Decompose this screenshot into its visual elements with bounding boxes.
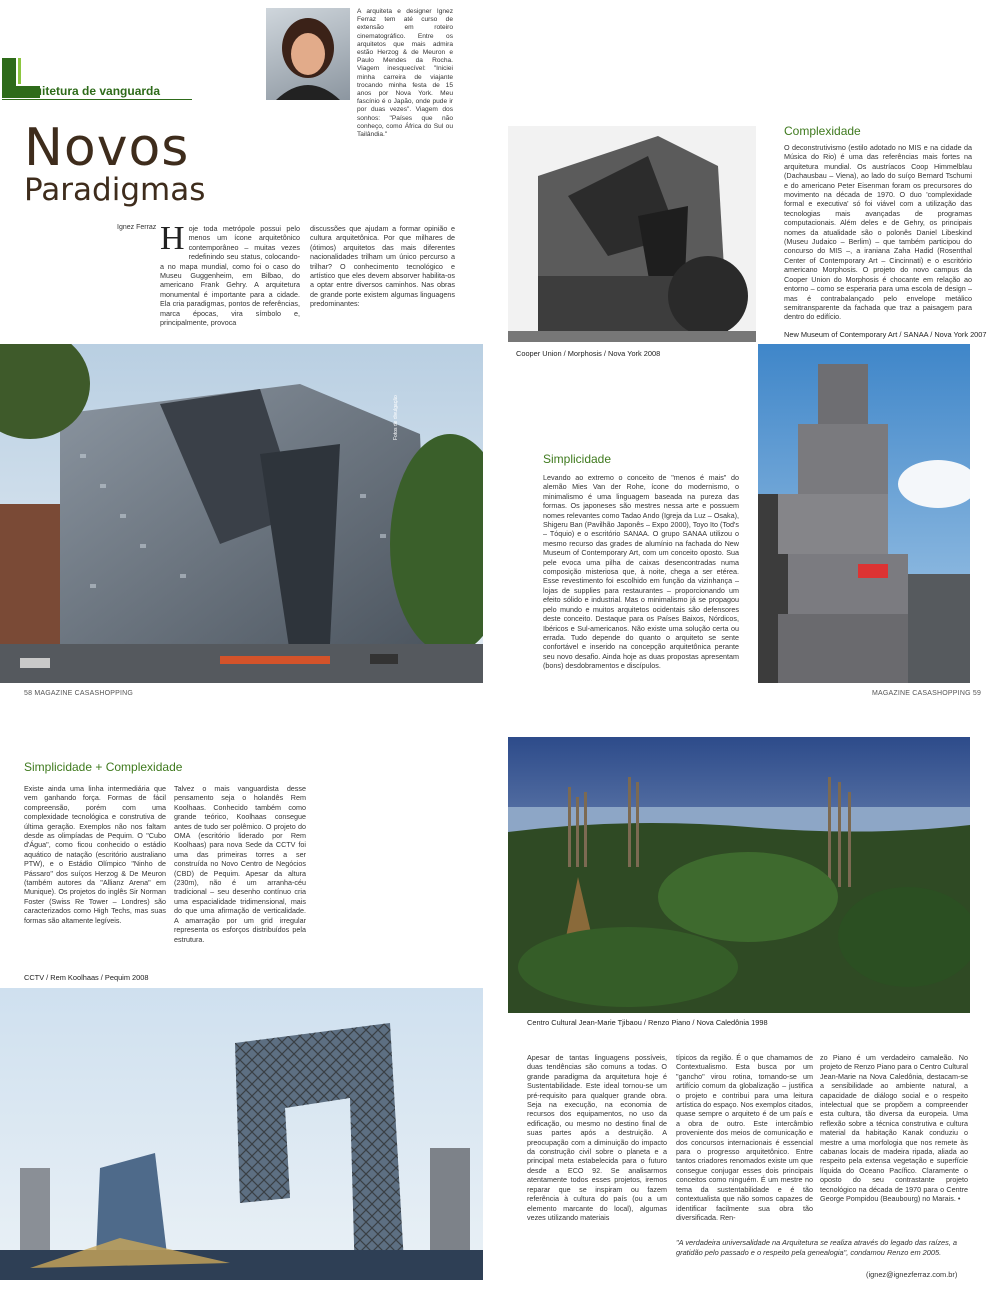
quote: "A verdadeira universalidade na Arquitetura se realiza através do legado das raízes, a gratidão pelo passado e o respeito pela genealogia", condamou Renzo em 2005. bbox=[676, 1238, 958, 1257]
complexidade-text: O deconstrutivismo (estilo adotado no MIS e na cidade da Música do Rio) é uma das referências mais fortes na arquitetura mundial. Os austríacos Coop Himmelblau (Dachausbau – Viena), ao lado do suíço Bernard Tschumi e do americano Peter Eisenman foram os precursores do movimento na década de 1970. O duo 'complexidade formal e executiva' só foi viável com a utilização das tecnologias mais avançadas de programas computacionais. Além deles e de Gehry, os principais nomes da atualidade são o polonês Daniel Libeskind (Museu Judaico – Berlim) – que também participou do concurso do MIS –, a iraniana Zaha Hadid (Rosenthal Center of Contemporary Art – Cincinnati) e o escritório americano Morphosis. O projeto do novo campus da Cooper Union do Morphosis é chocante em relação ao entorno – como se esperaria para uma escola de design – mas é contrabalançado pelo envelope metálico semitransparente da fachada que traz a paisagem para dentro do edifício. bbox=[784, 143, 972, 322]
author-bio: A arquiteta e designer Ignez Ferraz tem até curso de extensão em roteiro cinematográfico. Entre os arquitetos que mais admira estão Herzog & de Meuron e Paulo Mendes da Rocha. Viagem inesquecível: "Iniciei minha carreira de viajante trocando minha festa de 15 anos por Nova York. Meu fascínio é o Japão, onde pude ir por duas vezes". Viagem dos sonhos: "Países que não conheço, como África do Sul ou Tailândia." bbox=[357, 8, 453, 139]
caption-cooper: Cooper Union / Morphosis / Nova York 2008 bbox=[516, 349, 661, 358]
photo-credit: Fotos de divulgação bbox=[393, 395, 399, 440]
page-title-line1: Novos bbox=[24, 118, 190, 178]
cooper-union-photo bbox=[0, 344, 483, 683]
author-byline: Ignez Ferraz bbox=[117, 224, 157, 231]
complexidade-heading: Complexidade bbox=[784, 124, 861, 138]
cooper-union-bw-photo bbox=[508, 126, 756, 342]
author-portrait bbox=[266, 8, 350, 100]
intro-col1 bbox=[160, 220, 300, 328]
caption-cctv: CCTV / Rem Koolhaas / Pequim 2008 bbox=[24, 973, 149, 982]
caption-tjibaou: Centro Cultural Jean-Marie Tjibaou / Renzo Piano / Nova Caledônia 1998 bbox=[527, 1018, 768, 1027]
contexto-col3: zo Piano é um verdadeiro camaleão. No projeto de Renzo Piano para o Centro Cultural Jean-Marie na Nova Caledônia, destacam-se a sensibilidade ao ambiente natural, a capacidade de diálogo social e o respeito intelectual que se propõem a compreender esta cultura, tão diversa da europeia. Uma reflexão sobre a técnica construtiva e cultura material da habitação Kanak conduziu o mestre a uma morfologia que nos remete às cabanas locais de madeira ripada, aliada ao respeito pela extensa vegetação e superfície líquida do Oceano Pacífico. Claramente o oposto do seu contrastante projeto tecnológico na década de 1970 para o Centre George Pompidou (Beaubourg) no Marais. • bbox=[820, 1053, 968, 1204]
page-number-right: MAGAZINE CASASHOPPING 59 bbox=[872, 690, 982, 697]
cctv-photo bbox=[0, 988, 483, 1280]
simplicidade-heading: Simplicidade bbox=[543, 452, 612, 466]
intro-col2: discussões que ajudam a formar opinião e cultura arquitetônica. Por que milhares de (ótimos) arquitetos das mais diferentes nacionalidades trilham um único percurso a trilhar? O conhecimento tecnológico e artístico que eles devem absorver habilita-os a optar entre diversos caminhos. Nas obras de grande porte existem algumas linguagens predominantes: bbox=[310, 224, 455, 309]
author-email: (ignez@ignezferraz.com.br) bbox=[866, 1270, 958, 1279]
section-label: arquitetura de vanguarda bbox=[16, 84, 161, 98]
simpcomp-col1: Existe ainda uma linha intermediária que vem ganhando força. Formas de fácil compreensão, porém com uma complexidade tecnológica e construtiva de última geração. Exemplos não nos faltam desde as olimpíadas de Pequim. O "Cubo d'Água", como ficou conhecido o estádio aquático de natação (escritório australiano PTW), e o Estádio Olímpico "Ninho de Pássaro" dos suíços Herzog & De Meuron (também autores da "Allianz Arena" em Munique). Os projetos do inglês Sir Norman Foster (Swiss Re Tower – Londres) são caracterizados como High Techs, mas suas formas são altamente legíveis. bbox=[24, 784, 166, 925]
section-rule bbox=[2, 99, 192, 100]
page-title-line2: Paradigmas bbox=[24, 172, 206, 208]
caption-newmuseum: New Museum of Contemporary Art / SANAA / Nova York 2007 bbox=[784, 330, 987, 339]
dropcap: H bbox=[160, 220, 185, 257]
contexto-col1: Apesar de tantas linguagens possíveis, duas tendências são comuns a todas. O grande paradigma da arquitetura hoje é Sustentabilidade. Este ideal tornou-se um pré-requisito para qualquer grande obra. Seja na execução, na economia de recursos dos equipamentos, no uso da edificação, ou mesmo no destino final de suas partes após a destruição. A preocupação com a diminuição do impacto da construção civil sobre o planeta e a principal meta estabelecida para o futuro desde a ECO 92. Se analisarmos atentamente todos esses projetos, iremos reparar que se inspiram ou fazem referência à cultura do país (ou a um elemento marcante do local), algumas vezes utilizando materiais bbox=[527, 1053, 667, 1222]
contexto-col2: típicos da região. É o que chamamos de Contextualismo. Esta busca por um "gancho" virou rotina, tornando-se um artifício comum da globalização – justifica o projeto e contribui para uma leitura artística do espaço. Nos exemplos citados, quase sempre o arquiteto é de um país e a obra de outro. Este intercâmbio proveniente dos meios de comunicação e dos concursos internacionais é essencial para o progresso arquitetônico. Entre tantos criadores renomados existe um que consegue conjugar esses dois principais conceitos como ninguém. É um mestre no tema da sustentabilidade e é tão contextualista que não somos capazes de identificar facilmente sua obra tão diversificada. Ren- bbox=[676, 1053, 813, 1222]
simpcomp-col2: Talvez o mais vanguardista desse pensamento seja o holandês Rem Koolhaas. Conhecido também como grande teórico, Koolhaas consegue antes de tudo ser polêmico. O projeto do OMA (escritório liderado por Rem Koolhaas) para nova Sede da CCTV foi uma das primeiras torres a ser construída no Novo Centro de Negócios (CBD) de Pequim. Apesar da altura (230m), não é um arranha-céu tradicional – seu desenho contínuo cria uma espacialidade tridimensional, mais do que uma afirmação de verticalidade. A amarração por um grid irregular representa os esforços distribuídos pela estrutura. bbox=[174, 784, 306, 944]
page-number-left: 58 MAGAZINE CASASHOPPING bbox=[24, 690, 134, 697]
new-museum-photo bbox=[758, 344, 970, 683]
simplicidade-text: Levando ao extremo o conceito de "menos é mais" do alemão Mies Van der Rohe, ícone do modernismo, o minimalismo é uma linguagem baseada na pureza das formas. Os japoneses são mestres nessa arte e possuem nomes relevantes como Tadao Ando (Igreja da Luz – Osaka), Shigeru Ban (Pavilhão Japonês – Expo 2000), Toyo Ito (Tod's – Tóquio) e o escritório SANAA. O grupo SANAA utilizou o mesmo recurso das grades de alumínio na fachada do New Museum of Contemporary Art, com um conceito oposto. Sua pele evoca uma pilha de caixas desencontradas numa composição misteriosa que, à noite, chega a ser etérea. Esse revestimento foi escolhido em função da vizinhança – lojas de supplies para restaurantes – proporcionando um efeito sólido e industrial. Mas o minimalismo já se propagou pelo mundo e muitos arquitetos ocidentais são defensores deste conceito. Destaque para os Países Baixos, Nórdicos, Ibéricos e Sul-americanos. Não existe uma solução certa ou errada. Tudo depende do quanto o arquiteto se sente confortável e inserido na concepção arquitetônica perante seu novo desafio. Ainda hoje as duas propostas apresentam (bons) desdobramentos e discípulos. bbox=[543, 473, 739, 671]
intro-col1-text: oje toda metrópole possui pelo menos um ícone arquitetônico contemporâneo – muitas vezes redefinindo seu status, colocando-a no mapa mundial, como foi o caso do Museu Guggenheim, em Bilbao, do americano Frank Gehry. A arquitetura monumental é importante para a cidade. Ela cria paradigmas, pontos de referências, marca épocas, vira símbolo e, principalmente, provoca bbox=[160, 224, 300, 328]
simpcomp-heading: Simplicidade + Complexidade bbox=[24, 760, 183, 774]
tjibaou-photo bbox=[508, 737, 970, 1013]
